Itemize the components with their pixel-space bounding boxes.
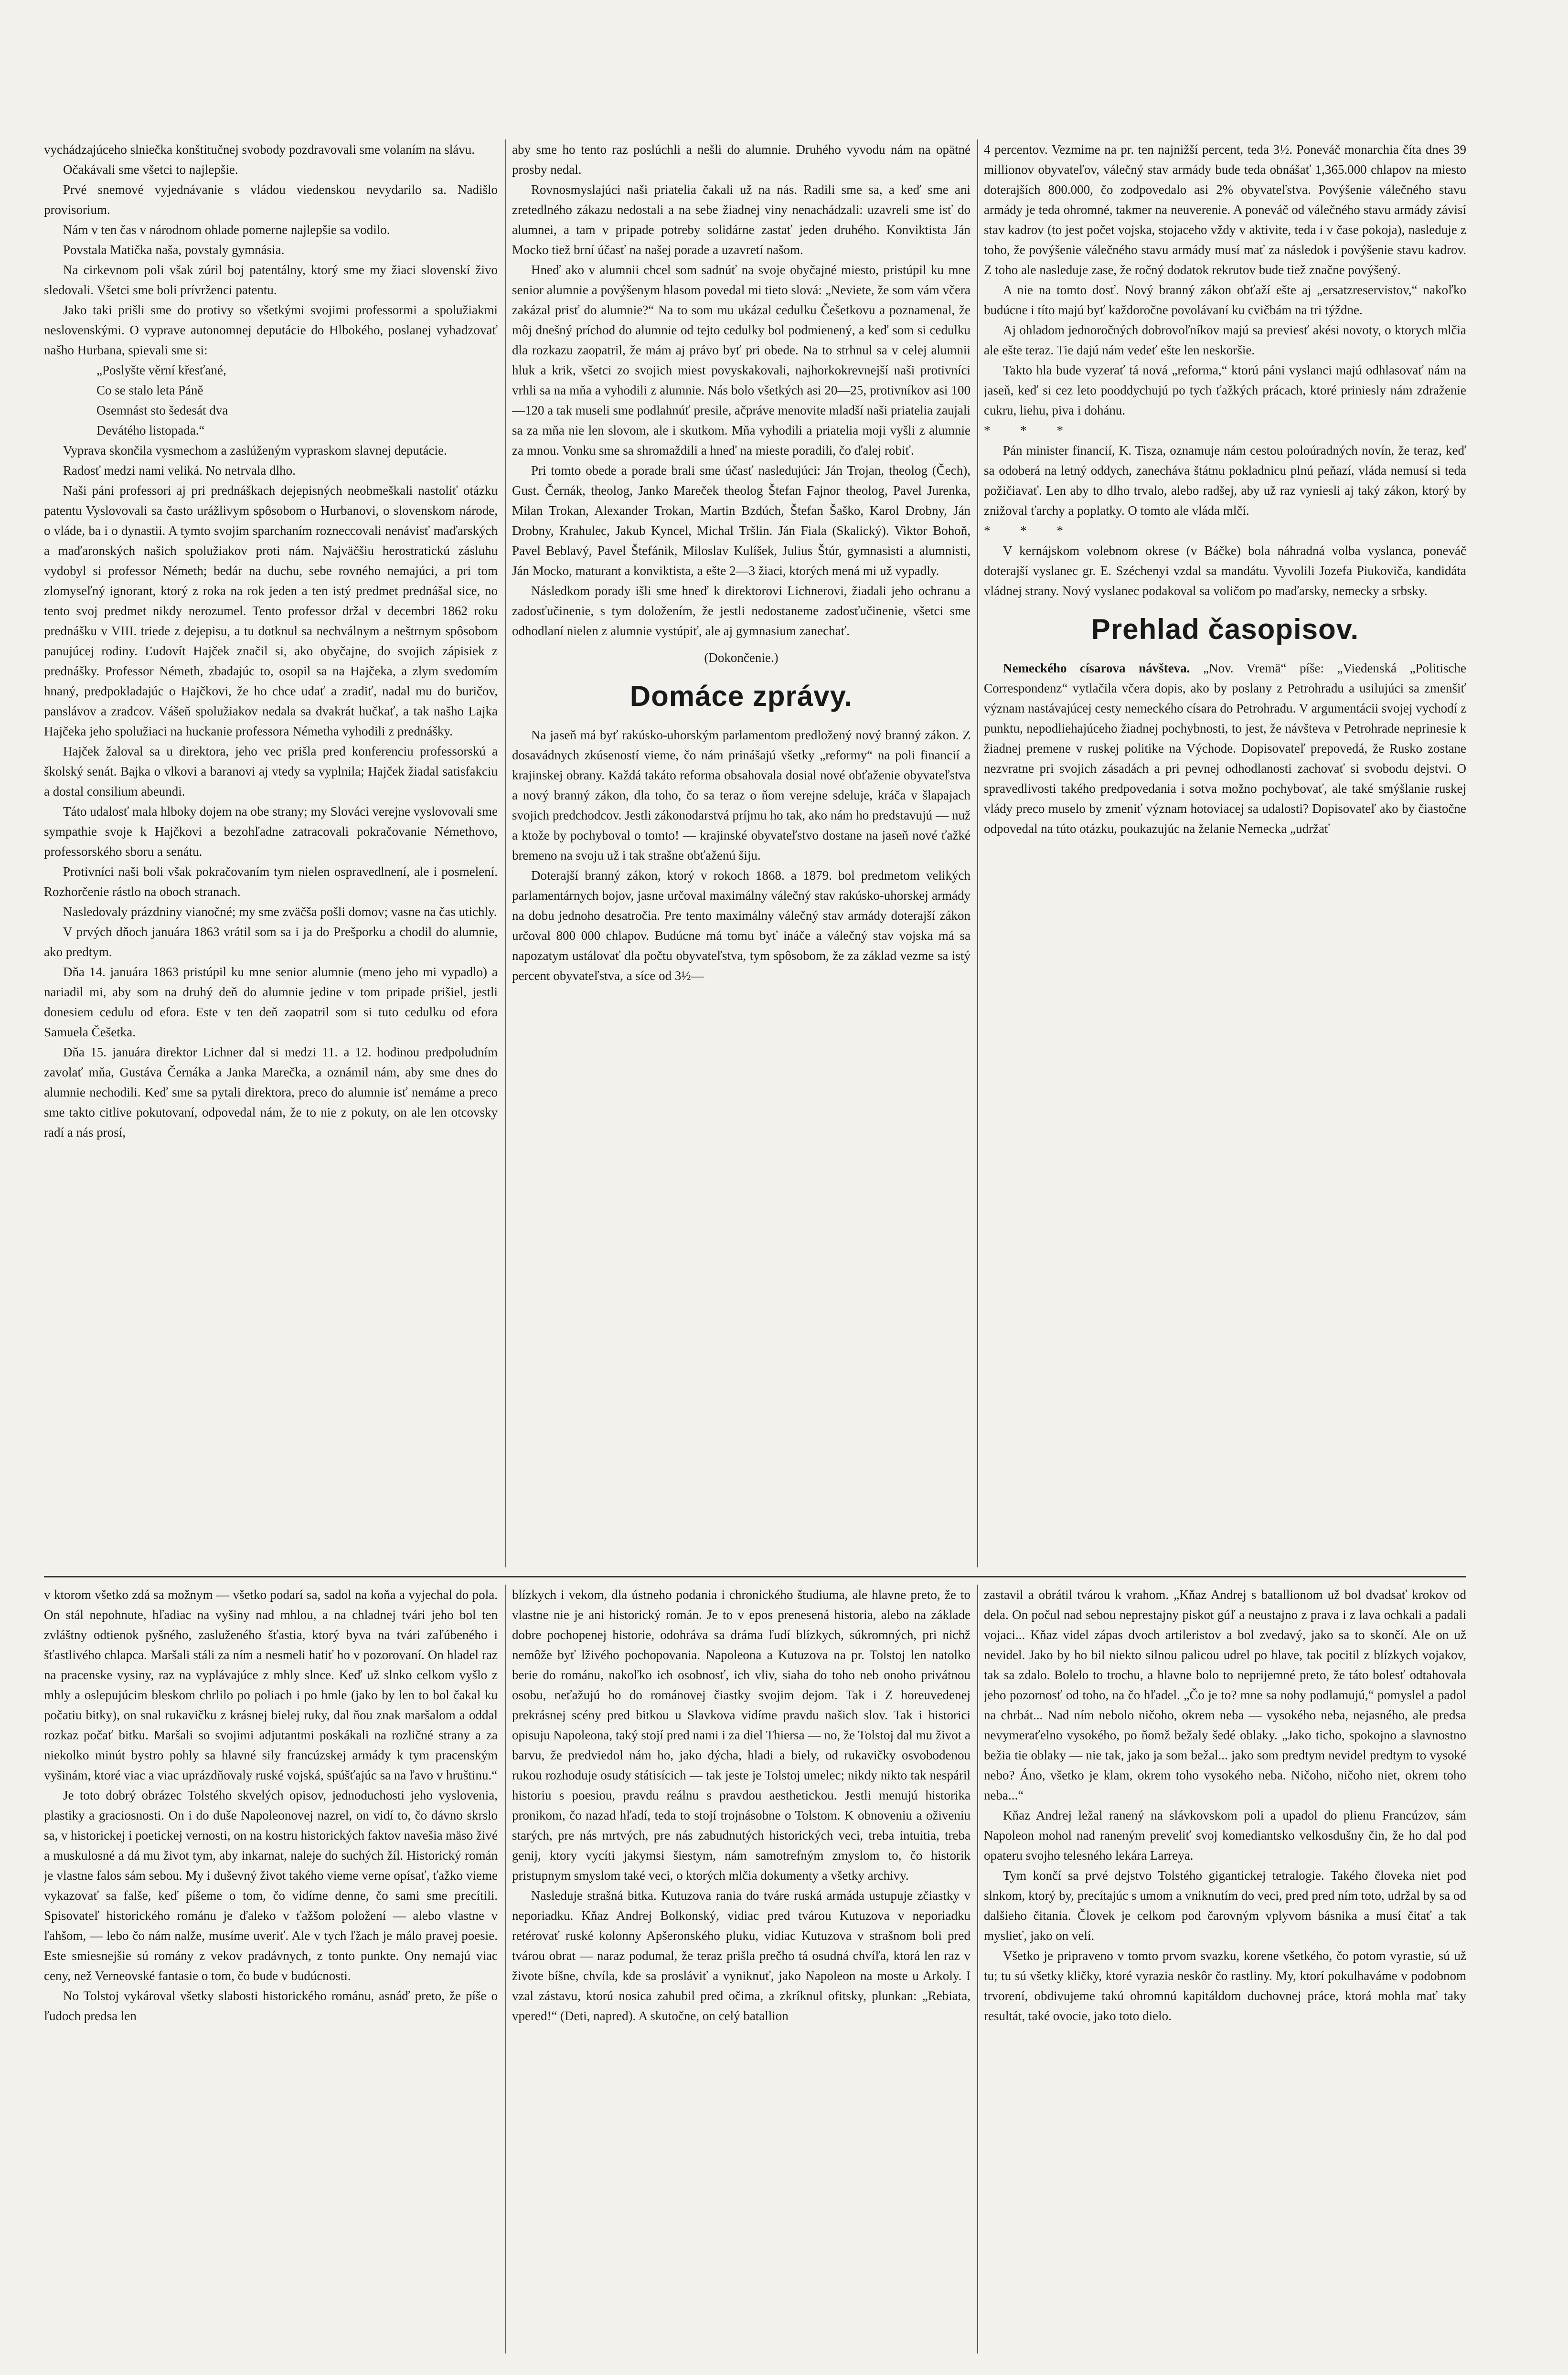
section-separator: * * * (984, 523, 1077, 538)
paragraph: Jako taki prišli sme do protivy so všetkými svojimi professormi a spolužiakmi neslovenskými. O vyprave autonomnej deputácie do Hlbokého, poslanej vyhadzovať našho Hurbana, spievali sme si: (44, 303, 498, 357)
paragraph: Prvé snemové vyjednávanie s vládou viedenskou nevydarilo sa. Nadišlo provisorium. (44, 182, 498, 217)
section-title-prehlad-casopisov: Prehlad časopisov. (1091, 613, 1359, 645)
paragraph: A nie na tomto dosť. Nový branný zákon obťaží ešte aj „ersatzreservistov,“ nakoľko budúcne i títo majú byť každoročne povolávaní ku cvičbám na tri týždne. (984, 283, 1466, 317)
paragraph: Dňa 15. januára direktor Lichner dal si medzi 11. a 12. hodinou predpoludním zavolať mňa, Gustáva Černáka a Janka Marečka, a oznámil nám, aby sme dnes do alumnie nechodili. Keď sme sa pytali direktora, preco do alumnie isť nemáme a preco sme takto citlive pokutovaní, odpovedal nám, že to nie z pokuty, on ale len otcovsky radí a nás prosí, (44, 1045, 498, 1140)
paragraph: Takto hla bude vyzerať tá nová „reforma,“ ktorú páni vyslanci majú odhlasovať nám na jaseň, keď si cez leto pooddychujú po tych ťažkých prácach, ktoré priniesly nám zdraženie cukru, liehu, piva i dohánu. (984, 363, 1466, 417)
column-rule (505, 1585, 506, 2354)
poem-line: „Poslyšte věrní křesťané, (96, 363, 226, 377)
upper-column-3 (984, 139, 1466, 1567)
paragraph: Naši páni professori aj pri prednáškach dejepisných neobmeškali nastoliť otázku patentu Vyslovovali sa často urážlivym spôsobom o Hurbanovi, o slovenskom národe, o vláde, ba i o dynastii. A tymto svojim sparchaním rozneccovali nenávisť maďarských a maďaronských našich spolužiakov proti nám. Najväčšiu herostratickú zásluhu vydobyl si professor Németh; bedár na duchu, sebe rovného nemajúci, a pri tom zlomyseľný ignorant, ktorý z roka na rok jeden a ten istý predmet prednášal sice, no tento svoj predmet nikdy nerozumel. Tento professor držal v decembri 1862 roku prednášku v VIII. triede z dejepisu, a tu dotknul sa nechválnym a neštrnym spôsobom panujúcej rodiny. Ľudovít Hajček značil si, ako obyčajne, do svojich zápisiek z prednášky. Professor Németh, zbadajúc to, osopil sa na Hajčeka, a zlym svedomím hnaný, predpokladajúc o Hajčkovi, že ho chce udať a zradiť, nadal mu do buričov, panslávov a zradcov. Vášeň spolužiakov nedala sa dvakrát hučkať, a tak našho Lajka Hajčeka jeho spolužiaci na huckanie professora Németha vyhodili z prednášky. (44, 483, 498, 738)
lower-column-2 (512, 1585, 971, 2354)
paragraph: Tym končí sa prvé dejstvo Tolstého gigantickej tetralogie. Takého človeka niet pod slnkom, ktorý by, precítajúc s umom a vniknutím do veci, pred pred ním toto, udržal by sa od dalšieho čitania. Človek je celkom pod čarovným vplyvom básnika a musí čitať a tak myslieť, jako on velí. (984, 1868, 1466, 1943)
paragraph: blízkych i vekom, dla ústneho podania i chronického študiuma, ale hlavne preto, že to vlastne nie je ani historický román. Je to v epos prenesená historia, alebo na základe dobre pochopenej historie, odohráva sa dráma ľudí blízkych, súkromných, pri nichž nemôže byť lživého pochopovania. Napoleona a Kutuzova na pr. Tolstoj len natolko berie do románu, nakoľko ich osobnosť, ich vliv, siaha do toho neb onoho privátnou osobu, neťažujú ho do románovej čiastky svojim dejom. Tak i Z horeuvedenej prekrásnej scény pred bitkou u Slavkova vidíme pravdu našich slov. Tak i historici opisuju Napoleona, taký stojí pred nami i za diel Thiersa — no, že Tolstoj dal mu život a barvu, že predviedol nám ho, jako dýcha, hladi a biely, od rukavičky osvobodenou rukou rozhoduje osudy státisícich — tak jeste je Tolstoj umelec; nikdy nikto tak nespáril historiu s poesiou, pravdu reálnu s pravdou aesthetickou. Jestli menujú historika pronikom, čo nazad hľadí, teda to stojí trojnásobne o Tolstom. K obnoveniu a oživeniu starých, pre nás mrtvých, pre nás zabudnutých historických veci, treba intuitia, treba genij, ktory vycíti jakymsi šiestym, nám samotrefným zmyslom to, čo historik pristupnym smyslom také veci, o ktorých mlčia dokumenty a všetky archivy. (512, 1587, 971, 1883)
paragraph: v ktorom všetko zdá sa možnym — všetko podarí sa, sadol na koňa a vyjechal do pola. On stál nepohnute, hľadiac na vyšiny nad mhlou, a na chladnej tvári jeho bol ten zvláštny odtienok pyšného, zasluženého šťastia, ktorý byva na tvári zaľúbeného i šťastlivého chlapca. Maršali stáli za ním a nesmeli hatiť ho v pozorovaní. On hladel raz na pracenske vysiny, raz na vyplávajúce z mhly slnce. Keď už slnko celkom vyšlo z mhly a oslepujúcim bleskom chrlilo po poliach i po hmle (jako by len to bol čakal ku počatiu bitky), on snal rukavičku z krásnej bielej ruky, dal ňou znak maršalom a oddal rozkaz počať bitku. Maršali so svojimi adjutantmi poskákali na rozličné strany a za niekolko minút bystro pohly sa hlavné sily francúzskej armády k tym pracenským vyšinám, ktoré viac a viac uprázdňovaly ruské vojská, spúšťajúc sa na ľavo v hruštinu.“ (44, 1587, 498, 1782)
paragraph: Očakávali sme všetci to najlepšie. (63, 162, 238, 177)
paragraph: V prvých dňoch januára 1863 vrátil som sa i ja do Prešporku a chodil do alumnie, ako predtym. (44, 925, 498, 959)
column-rule (977, 139, 978, 1567)
poem-line: Co se stalo leta Páně (96, 383, 203, 397)
paragraph: Na cirkevnom poli však zúril boj patentálny, ktorý sme my žiaci slovenskí živo sledovali. Všetci sme boli prívrženci patentu. (44, 263, 498, 297)
paragraph: aby sme ho tento raz poslúchli a nešli do alumnie. Druhého vyvodu nám na opätné prosby nedal. (512, 142, 971, 177)
poem-line: Osemnást sto šedesát dva (96, 403, 228, 417)
poem-line: Devátého listopada.“ (96, 423, 205, 437)
lower-column-1 (44, 1585, 498, 2354)
paragraph: Na jaseň má byť rakúsko-uhorským parlamentom predložený nový branný zákon. Z dosavádnych zkúseností vieme, čo nám prinášajú všetky „reformy“ na poli financií a krajinskej obrany. Každá takáto reforma obsahovala dosial nové obťaženie obyvateľstva a nový branný zákon, dla toho, čo sa teraz o ňom verejne sdeluje, kráča v šlapajach svojich predchodcov. Jestli zákonodarstvá príjmu ho tak, ako nám ho predstavujú — nuž a ktože by pochyboval o tomto! — krajinské obyvateľstvo dostane na jaseň nové ťažké bremeno na svoju už i tak strašne obťaženú šiju. (512, 728, 971, 863)
article-lead: Nemeckého císarova návšteva. (1003, 661, 1190, 675)
paragraph: zastavil a obrátil tvárou k vrahom. „Kňaz Andrej s batallionom už bol dvadsať krokov od dela. On počul nad sebou neprestajny piskot gúľ a neustajno z prava i z lava ochkali a padali vojaci... Kňaz videl zápas dvoch artileristov a bol zvedavý, jako sa to skončí. Ale on už nevidel. Jako by ho bil niekto silnou palicou udrel po hlave, tak pocitil z blízkych vojakov, tak sa zdalo. Bolelo to trochu, a hlavne bolo to neprijemné preto, že táto bolesť odtahovala jeho pozornosť od toho, na čo hľadel. „Čo je to? mne sa nohy podlamujú,“ pomyslel a padol na chrbát... Nad ním nebolo ničoho, okrem neba — vysokého neba, nejasného, ale predsa nevymeraťelno vysokého, po ňomž bežaly šedé oblaky. „Jako ticho, spokojno a slavnostno bežia tie oblaky — nie tak, jako ja som bežal... jako som predtym nevidel predtym to vysoké nebo? Áno, všetko je klam, okrem toho vysokého neba. Ničoho, ničoho niet, okrem toho neba...“ (984, 1587, 1466, 1802)
paragraph: vychádzajúceho slniečka konštitučnej svobody pozdravovali sme volaním na slávu. (44, 142, 475, 157)
paragraph: Pri tomto obede a porade brali sme účasť nasledujúci: Ján Trojan, theolog (Čech), Gust. Černák, theolog, Janko Mareček theolog Štefan Fajnor theolog, Pavel Jurenka, Milan Trokan, Alexander Trokan, Martin Bzdúch, Štefan Šaško, Karol Drobny, Ján Drobny, Krahulec, Jakub Kyncel, Michal Tršlin. Ján Fiala (Skalický). Viktor Bohoň, Pavel Beblavý, Pavel Štefánik, Miloslav Kulíšek, Julius Štúr, gymnasisti a alumnisti, Ján Mocko, maturant a konviktista, a ešte 2—3 žiaci, ktorých mená mi už vypadly. (512, 463, 971, 578)
paragraph: Nasledovaly prázdniny vianočné; my sme zväčša pošli domov; vasne na čas utichly. (63, 905, 497, 919)
paragraph: Nám v ten čas v národnom ohlade pomerne najlepšie sa vodilo. (63, 223, 390, 237)
column-rule (505, 139, 506, 1567)
paragraph: Radosť medzi nami veliká. No netrvala dlho. (63, 463, 296, 478)
paragraph: Povstala Matička naša, povstaly gymnásia. (63, 243, 285, 257)
paragraph: Dňa 14. januára 1863 pristúpil ku mne senior alumnie (meno jeho mi vypadlo) a nariadil mi, aby som na druhý deň do alumnie jedine v tom pripade prišiel, jestli donesiem cedulu od efora. Este v ten deň zaopatril som si tuto cedulku od efora Samuela Češetka. (44, 965, 498, 1039)
paragraph: Aj ohladom jednoročných dobrovoľníkov majú sa previesť akési novoty, o ktorych mlčia ale ešte teraz. Tie dajú nám vedeť ešte len neskoršie. (984, 323, 1466, 357)
paragraph: Hneď ako v alumnii chcel som sadnúť na svoje obyčajné miesto, pristúpil ku mne senior alumnie a povýšenym hlasom povedal mi tieto slová: „Neviete, že som vám včera zakázal prisť do alumnie?“ Na to som mu ukázal cedulku Češetkovu a poznamenal, že môj dnešný príchod do alumnie od tejto cedulky bol podmienený, a keď som si cedulku dla rozkazu zaopatril, že mám aj právo byť pri obede. Na to strhnul sa v celej alumnii hluk a krik, všetci zo svojich miest povyskakovali, najhorkokrevnejší naši protivníci vrhli sa na mňa a vyhodili z alumnie. Nás bolo všetkých asi 20—25, protivníkov asi 100—120 a tak museli sme podlahnúť presile, ačpráve menovite mladší naši priatelia zaujali sa za mňa nie len slovom, ale i skutkom. Mňa vyhodili a priatelia moji vyšli z alumnie za mnou. Vonku sme sa shromaždili a hneď na mieste poradili, čo ďalej robiť. (512, 263, 971, 458)
column-rule (977, 1585, 978, 2354)
paragraph (984, 658, 1466, 839)
section-separator: * * * (984, 423, 1077, 437)
paragraph: Nasleduje strašná bitka. Kutuzova rania do tváre ruská armáda ustupuje zčiastky v neporiadku. Kňaz Andrej Bolkonský, vidiac pred tvárou Kutuzova v neporiadku retérovať ruské kolonny Apšeronského pluku, vidiac Kutuzova v strašnom boli pred tvárou obrat — naraz podumal, že teraz prišla prečho tá osudná chvíľa, ktorá len raz v živote bíšne, chvíla, kde sa prosláviť a vyniknuť, jako Napoleon na moste u Arkoly. I vzal zástavu, ktorú nosica zahubil pred očima, a zkríknul ofitsky, plunkan: „Rebiata, vpered!“ (Deti, napred). A skutočne, on celý batallion (512, 1888, 971, 2023)
paragraph: No Tolstoj vykároval všetky slabosti historického románu, asnáď preto, že píše o ľudoch predsa len (44, 1989, 498, 2023)
feuilleton-divider (44, 1576, 1466, 1577)
continuation-note: (Dokončenie.) (704, 650, 779, 665)
paragraph: Pán minister financií, K. Tisza, oznamuje nám cestou poloúradných novín, že teraz, keď sa odoberá na letný oddych, zanecháva štátnu pokladnicu plnú peňazí, vláda nemusí si teda požičiavať. Len aby to dlho trvalo, alebo radšej, aby už raz vyniesli aj taký zákon, ktorý by znižoval ťarchy a poplatky. O tomto ale vláda mlčí. (984, 443, 1466, 518)
paragraph: Vyprava skončila vysmechom a zaslúženým vypraskom slavnej deputácie. (63, 443, 447, 458)
paragraph: Doterajší branný zákon, ktorý v rokoch 1868. a 1879. bol predmetom velikých parlamentárnych bojov, jasne určoval maximálny válečný stav rakúsko-uhorskej armády na dobu jednoho desatročia. Pre tento maximálny válečný stav armády doterajší zákon určoval 800 000 chlapov. Budúcne má tomu byť ináče a válečný stav vojska má sa napozatym ustálovať dla počtu obyvateľstva, tym spôsobom, že za základ vezme sa istý percent obyvateľstva, a síce od 3½— (512, 868, 971, 983)
section-title-domace-zpravy: Domáce zprávy. (629, 680, 853, 712)
paragraph: Všetko je pripraveno v tomto prvom svazku, korene všetkého, čo potom vyrastie, sú už tu; tu sú všetky kličky, ktoré vyrazia neskôr čo rastliny. My, ktorí pokulhaváme v podobnom trvorení, obdivujeme takú ohromnú kapitáldom duchovnej práce, ktorá mohla mať taky resultát, také ovocie, jako toto dielo. (984, 1949, 1466, 2023)
article-text: „Nov. Vremä“ píše: „Viedenská „Politische Correspondenz“ vytlačila včera dopis, ako by poslany z Petrohradu a usilujúci sa zmenšiť význam nastávajúcej cesty nemeckého císara do Petrohradu. V argumentácii svojej vychodí z punktu, nepodliehajúceho žiadnej pochybnosti, to jest, že návšteva v Petrohrade neprinesie k žiadnej premene v ruskej politike na Východe. Dopisovateľ prepovedá, že Rusko zostane nezvratne pri svojich zásadách a pri pevnej odhodlanosti zachovať si svobodu dejstvi. O spravedlivosti takého predpovedania i sotva možno pochybovať, ale také smýšlanie ruskej vlády preco muselo by zmeniť význam hotoviacej sa udalosti? Dopisovateľ ako by čiastočne odpovedal na túto otázku, poukazujúc na želanie Nemecka „udržať (984, 661, 1466, 836)
paragraph: V kernájskom volebnom okrese (v Báčke) bola náhradná volba vyslanca, poneváč doterajší vyslanec gr. E. Széchenyi vzdal sa mandátu. Vyvolili Jozefa Piukoviča, kandidáta vládnej strany. Nový vyslanec podakoval sa voličom po maďarsky, nemecky a srbsky. (984, 543, 1466, 598)
paragraph: Hajček žaloval sa u direktora, jeho vec prišla pred konferenciu professorskú a školský senát. Bajka o vlkovi a baranovi aj vtedy sa vyplnila; Hajček žiadal satisfakciu a dostal consilium abeundi. (44, 744, 498, 799)
paragraph: Protivníci naši boli však pokračovaním tym nielen ospravedlnení, ale i posmelení. Rozhorčenie rástlo na oboch stranach. (44, 864, 498, 899)
paragraph: Rovnosmyslajúci naši priatelia čakali už na nás. Radili sme sa, a keď sme ani zretedlného zákazu nedostali a na sebe žiadnej viny nenachádzali: uzavreli sme isť do alumnei, a tam v pripade potreby solidárne zastať jeden druhého. Konviktista Ján Mocko tiež brní účasť na našej porade a uzavretí našom. (512, 182, 971, 257)
paragraph: Táto udalosť mala hlboky dojem na obe strany; my Slováci verejne vyslovovali sme sympathie svoje k Hajčkovi a bezohľadne zatracovali pokračovanie Némethovo, professorského sboru a senátu. (44, 804, 498, 859)
upper-column-2 (512, 139, 971, 1567)
lower-column-3 (984, 1585, 1466, 2354)
paragraph: 4 percentov. Vezmime na pr. ten najnižší percent, teda 3½. Poneváč monarchia číta dnes 39 millionov obyvateľov, válečný stav armády bude teda obnášať 1,365.000 chlapov na miesto doterajších 800.000, čo zodpovedalo asi 2% obyvateľstva. Povýšenie válečného stavu armády je teda ohromné, takmer na neuverenie. A poneváč od válečného stavu armády závisí stav kadrov (to jest počet vojska, stojaceho vždy v aktivite, teda i v čase pokoja), nasleduje z toho, že povýšenie válečného stavu armády musí mať za následok i povýšenie stavu kadrov. Z toho ale nasleduje zase, že ročný dodatok rekrutov bude tiež značne povýšený. (984, 142, 1466, 277)
paragraph: Kňaz Andrej ležal ranený na slávkovskom poli a upadol do plienu Francúzov, sám Napoleon mohol nad raneným preveliť svoj komediantsko velkosdušny čin, že ho dal pod opateru svojho telesného lekára Larreya. (984, 1808, 1466, 1863)
paragraph: Následkom porady išli sme hneď k direktorovi Lichnerovi, žiadali jeho ochranu a zadosťučinenie, s tym doložením, že jestli nedostaneme zadosťučinenie, všetci sme odhodlaní nielen z alumnie vystúpiť, ale aj gymnasium zanechať. (512, 584, 971, 638)
paragraph: Je toto dobrý obrázec Tolstého skvelých opisov, jednoduchosti jeho vyslovenia, plastiky a graciosnosti. On i do duše Napoleonovej nazrel, on vidí to, čo dávno skrslo sa, v historickej i poetickej vernosti, on na kostru historických faktov navešia mäso živé a muskulosné a dá mu život tym, aby inkarnat, naleje do suchých žíl. Historický román je vlastne falos sám sebou. My i duševný život takého vieme verne opísať, ťažko vieme vykazovať sa falše, keď píšeme o tom, čo vidíme denne, čo sami sme precítili. Spisovateľ historického románu je ďaleko v ťažšom položení — alebo vlastne v ľahšom, — lebo čo nám nalže, musíme uveriť. Ale v tych ľžach je málo pravej poesie. Este smiesnejšie sú romány z vekov pradávnych, z tonto punkte. Ony nemajú viac ceny, než Verneovské fantasie o tom, čo bude v budúcnosti. (44, 1788, 498, 1983)
upper-column-1 (44, 139, 498, 1567)
